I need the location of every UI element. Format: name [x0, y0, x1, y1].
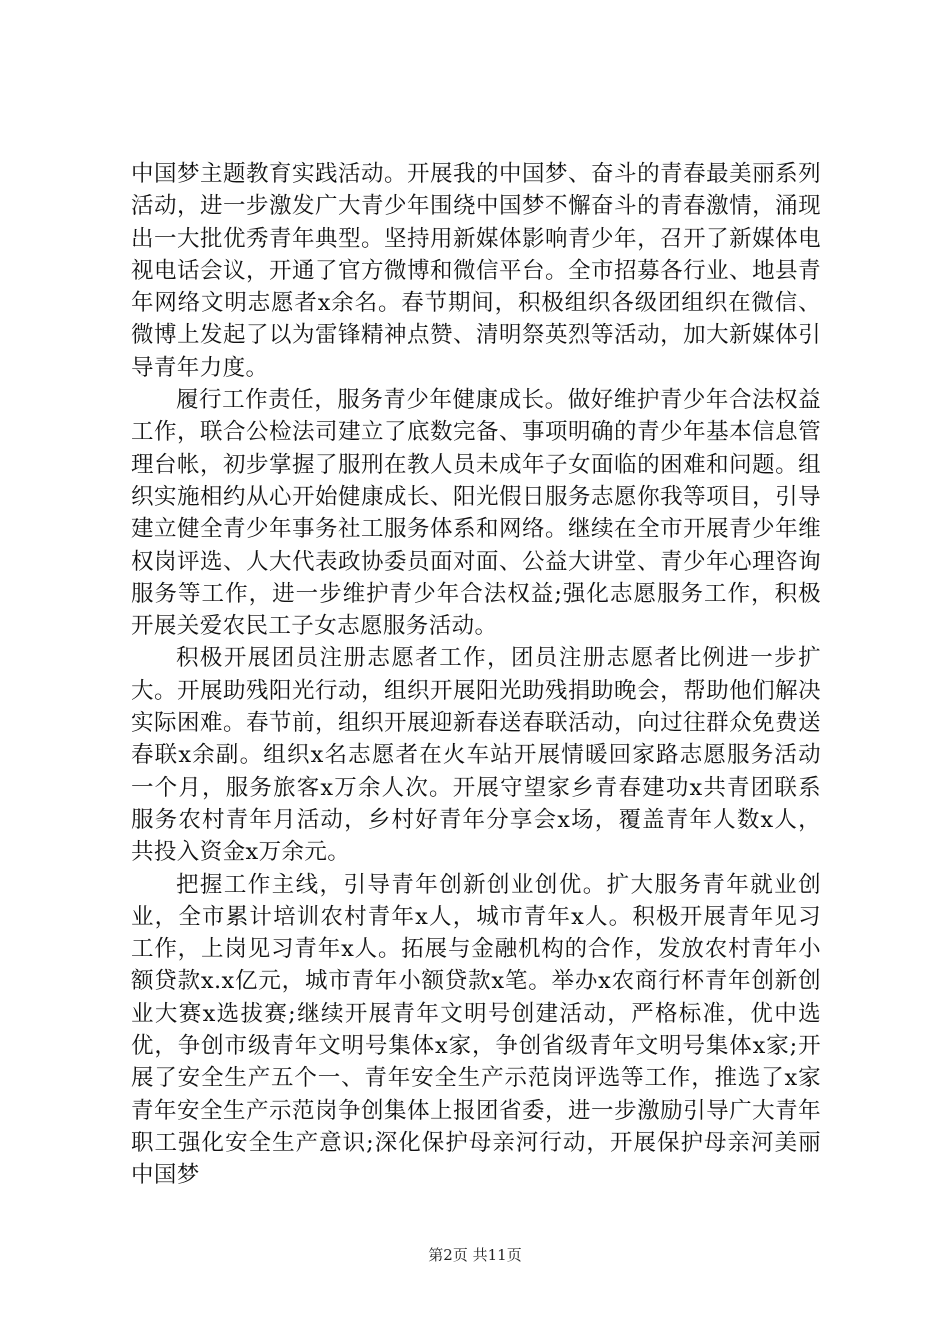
paragraph-1: 中国梦主题教育实践活动。开展我的中国梦、奋斗的青春最美丽系列活动，进一步激发广大青少年围绕中国梦不懈奋斗的青春激情，涌现出一大批优秀青年典型。坚持用新媒体影响青少年，召开了新媒体电视电话会议，开通了官方微博和微信平台。全市招募各行业、地县青年网络文明志愿者x余名。春节期间，积极组织各级团组织在微信、微博上发起了以为雷锋精神点赞、清明祭英烈等活动，加大新媒体引导青年力度。: [131, 161, 821, 381]
paragraph-4: 把握工作主线，引导青年创新创业创优。扩大服务青年就业创业，全市累计培训农村青年x人，城市青年x人。积极开展青年见习工作，上岗见习青年x人。拓展与金融机构的合作，发放农村青年小额贷款x.x亿元，城市青年小额贷款x笔。举办x农商行杯青年创新创业大赛x选拔赛;继续开展青年文明号创建活动，严格标准，优中选优，争创市级青年文明号集体x家，争创省级青年文明号集体x家;开展了安全生产五个一、青年安全生产示范岗评选等工作，推选了x家青年安全生产示范岗争创集体上报团省委，进一步激励引导广大青年职工强化安全生产意识;深化保护母亲河行动，开展保护母亲河美丽中国梦: [131, 871, 821, 1189]
document-body: [131, 158, 821, 1192]
page-number-footer: 第2页 共11页: [428, 1246, 522, 1264]
paragraph-3: 积极开展团员注册志愿者工作，团员注册志愿者比例进一步扩大。开展助残阳光行动，组织开展阳光助残捐助晚会，帮助他们解决实际困难。春节前，组织开展迎新春送春联活动，向过往群众免费送春联x余副。组织x名志愿者在火车站开展情暖回家路志愿服务活动一个月，服务旅客x万余人次。开展守望家乡青春建功x共青团联系服务农村青年月活动，乡村好青年分享会x场，覆盖青年人数x人，共投入资金x万余元。: [131, 645, 821, 866]
paragraph-2: 履行工作责任，服务青少年健康成长。做好维护青少年合法权益工作，联合公检法司建立了底数完备、事项明确的青少年基本信息管理台帐，初步掌握了服刑在教人员未成年子女面临的困难和问题。组织实施相约从心开始健康成长、阳光假日服务志愿你我等项目，引导建立健全青少年事务社工服务体系和网络。继续在全市开展青少年维权岗评选、人大代表政协委员面对面、公益大讲堂、青少年心理咨询服务等工作，进一步维护青少年合法权益;强化志愿服务工作，积极开展关爱农民工子女志愿服务活动。: [131, 387, 821, 640]
